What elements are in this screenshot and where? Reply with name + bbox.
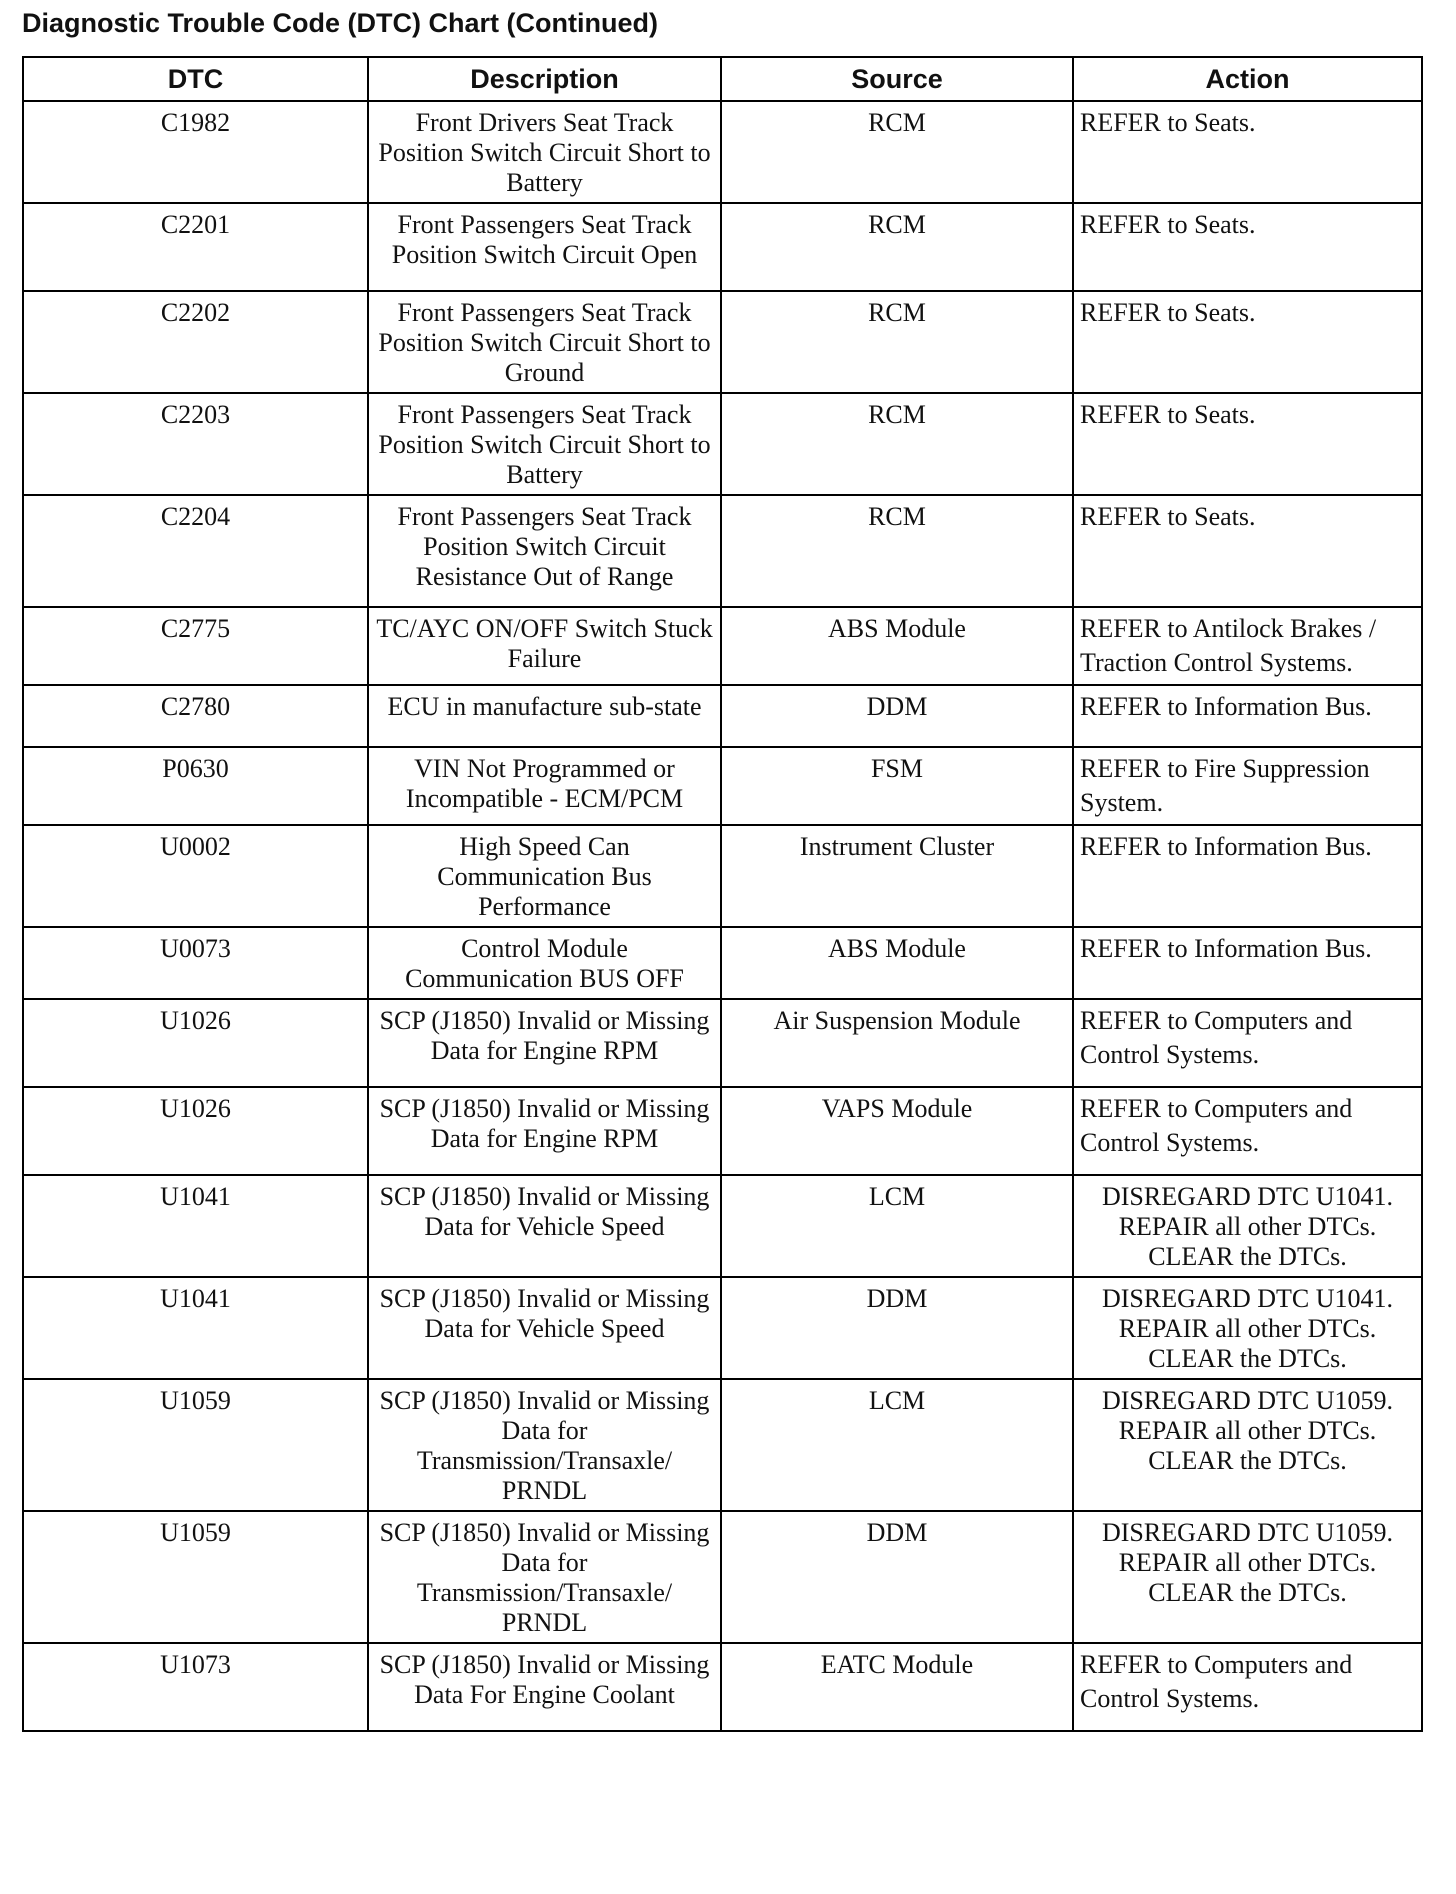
- dtc-code: C2203: [23, 393, 368, 495]
- dtc-code: C2780: [23, 685, 368, 747]
- dtc-code: U1059: [23, 1511, 368, 1643]
- dtc-code: U0002: [23, 825, 368, 927]
- dtc-code: U1026: [23, 1087, 368, 1175]
- header-action: Action: [1073, 57, 1422, 101]
- dtc-code: C2775: [23, 607, 368, 685]
- dtc-source: ABS Module: [721, 607, 1073, 685]
- dtc-action: REFER to Computers and Control Systems.: [1073, 999, 1422, 1087]
- dtc-action: REFER to Seats.: [1073, 291, 1422, 393]
- header-description: Description: [368, 57, 721, 101]
- dtc-action: DISREGARD DTC U1059. REPAIR all other DTCs. CLEAR the DTCs.: [1073, 1511, 1422, 1643]
- dtc-action: REFER to Seats.: [1073, 393, 1422, 495]
- dtc-description: Front Drivers Seat Track Position Switch Circuit Short to Battery: [368, 101, 721, 203]
- dtc-description: SCP (J1850) Invalid or Missing Data for Engine RPM: [368, 1087, 721, 1175]
- page-title: Diagnostic Trouble Code (DTC) Chart (Continued): [22, 8, 658, 38]
- dtc-description: High Speed Can Communication Bus Performance: [368, 825, 721, 927]
- table-row: [23, 495, 1422, 607]
- dtc-action: REFER to Information Bus.: [1073, 825, 1422, 927]
- dtc-description: Front Passengers Seat Track Position Switch Circuit Short to Battery: [368, 393, 721, 495]
- table-row: [23, 1087, 1422, 1175]
- dtc-action: REFER to Fire Suppression System.: [1073, 747, 1422, 825]
- table-row: [23, 1511, 1422, 1643]
- dtc-description: Control Module Communication BUS OFF: [368, 927, 721, 999]
- dtc-description: Front Passengers Seat Track Position Switch Circuit Resistance Out of Range: [368, 495, 721, 607]
- dtc-description: SCP (J1850) Invalid or Missing Data for Vehicle Speed: [368, 1277, 721, 1379]
- table-row: [23, 999, 1422, 1087]
- dtc-source: DDM: [721, 1277, 1073, 1379]
- table-row: [23, 101, 1422, 203]
- dtc-source: Instrument Cluster: [721, 825, 1073, 927]
- table-row: [23, 927, 1422, 999]
- dtc-code: U0073: [23, 927, 368, 999]
- dtc-action: REFER to Antilock Brakes / Traction Control Systems.: [1073, 607, 1422, 685]
- table-header-row: [23, 57, 1422, 101]
- dtc-source: RCM: [721, 203, 1073, 291]
- table-row: [23, 1175, 1422, 1277]
- dtc-code: P0630: [23, 747, 368, 825]
- dtc-code: U1059: [23, 1379, 368, 1511]
- table-row: [23, 1643, 1422, 1731]
- dtc-action: REFER to Computers and Control Systems.: [1073, 1087, 1422, 1175]
- dtc-code: C2202: [23, 291, 368, 393]
- dtc-code: U1041: [23, 1277, 368, 1379]
- dtc-description: SCP (J1850) Invalid or Missing Data For Engine Coolant: [368, 1643, 721, 1731]
- dtc-chart-table: [22, 56, 1423, 1732]
- dtc-source: Air Suspension Module: [721, 999, 1073, 1087]
- dtc-source: RCM: [721, 291, 1073, 393]
- table-row: [23, 685, 1422, 747]
- table-row: [23, 825, 1422, 927]
- dtc-source: RCM: [721, 393, 1073, 495]
- dtc-description: Front Passengers Seat Track Position Switch Circuit Short to Ground: [368, 291, 721, 393]
- dtc-action: REFER to Computers and Control Systems.: [1073, 1643, 1422, 1731]
- dtc-source: EATC Module: [721, 1643, 1073, 1731]
- dtc-action: REFER to Seats.: [1073, 495, 1422, 607]
- table-row: [23, 291, 1422, 393]
- dtc-action: DISREGARD DTC U1041. REPAIR all other DTCs. CLEAR the DTCs.: [1073, 1277, 1422, 1379]
- table-row: [23, 1277, 1422, 1379]
- dtc-code: U1041: [23, 1175, 368, 1277]
- dtc-description: TC/AYC ON/OFF Switch Stuck Failure: [368, 607, 721, 685]
- dtc-description: SCP (J1850) Invalid or Missing Data for Engine RPM: [368, 999, 721, 1087]
- dtc-description: SCP (J1850) Invalid or Missing Data for Vehicle Speed: [368, 1175, 721, 1277]
- dtc-code: C2201: [23, 203, 368, 291]
- dtc-action: REFER to Seats.: [1073, 203, 1422, 291]
- dtc-action: DISREGARD DTC U1041. REPAIR all other DTCs. CLEAR the DTCs.: [1073, 1175, 1422, 1277]
- table-row: [23, 747, 1422, 825]
- dtc-source: LCM: [721, 1379, 1073, 1511]
- table-row: [23, 393, 1422, 495]
- dtc-source: RCM: [721, 101, 1073, 203]
- dtc-action: REFER to Seats.: [1073, 101, 1422, 203]
- table-row: [23, 607, 1422, 685]
- dtc-code: C1982: [23, 101, 368, 203]
- dtc-source: FSM: [721, 747, 1073, 825]
- dtc-source: RCM: [721, 495, 1073, 607]
- dtc-description: Front Passengers Seat Track Position Switch Circuit Open: [368, 203, 721, 291]
- dtc-action: DISREGARD DTC U1059. REPAIR all other DTCs. CLEAR the DTCs.: [1073, 1379, 1422, 1511]
- dtc-code: U1073: [23, 1643, 368, 1731]
- dtc-description: VIN Not Programmed or Incompatible - ECM/PCM: [368, 747, 721, 825]
- dtc-description: SCP (J1850) Invalid or Missing Data for Transmission/Transaxle/ PRNDL: [368, 1379, 721, 1511]
- dtc-source: DDM: [721, 685, 1073, 747]
- dtc-description: SCP (J1850) Invalid or Missing Data for Transmission/Transaxle/ PRNDL: [368, 1511, 721, 1643]
- dtc-code: U1026: [23, 999, 368, 1087]
- dtc-source: ABS Module: [721, 927, 1073, 999]
- table-row: [23, 203, 1422, 291]
- dtc-source: LCM: [721, 1175, 1073, 1277]
- dtc-action: REFER to Information Bus.: [1073, 685, 1422, 747]
- header-source: Source: [721, 57, 1073, 101]
- dtc-code: C2204: [23, 495, 368, 607]
- table-row: [23, 1379, 1422, 1511]
- dtc-source: DDM: [721, 1511, 1073, 1643]
- dtc-description: ECU in manufacture sub-state: [368, 685, 721, 747]
- dtc-source: VAPS Module: [721, 1087, 1073, 1175]
- dtc-action: REFER to Information Bus.: [1073, 927, 1422, 999]
- header-dtc: DTC: [23, 57, 368, 101]
